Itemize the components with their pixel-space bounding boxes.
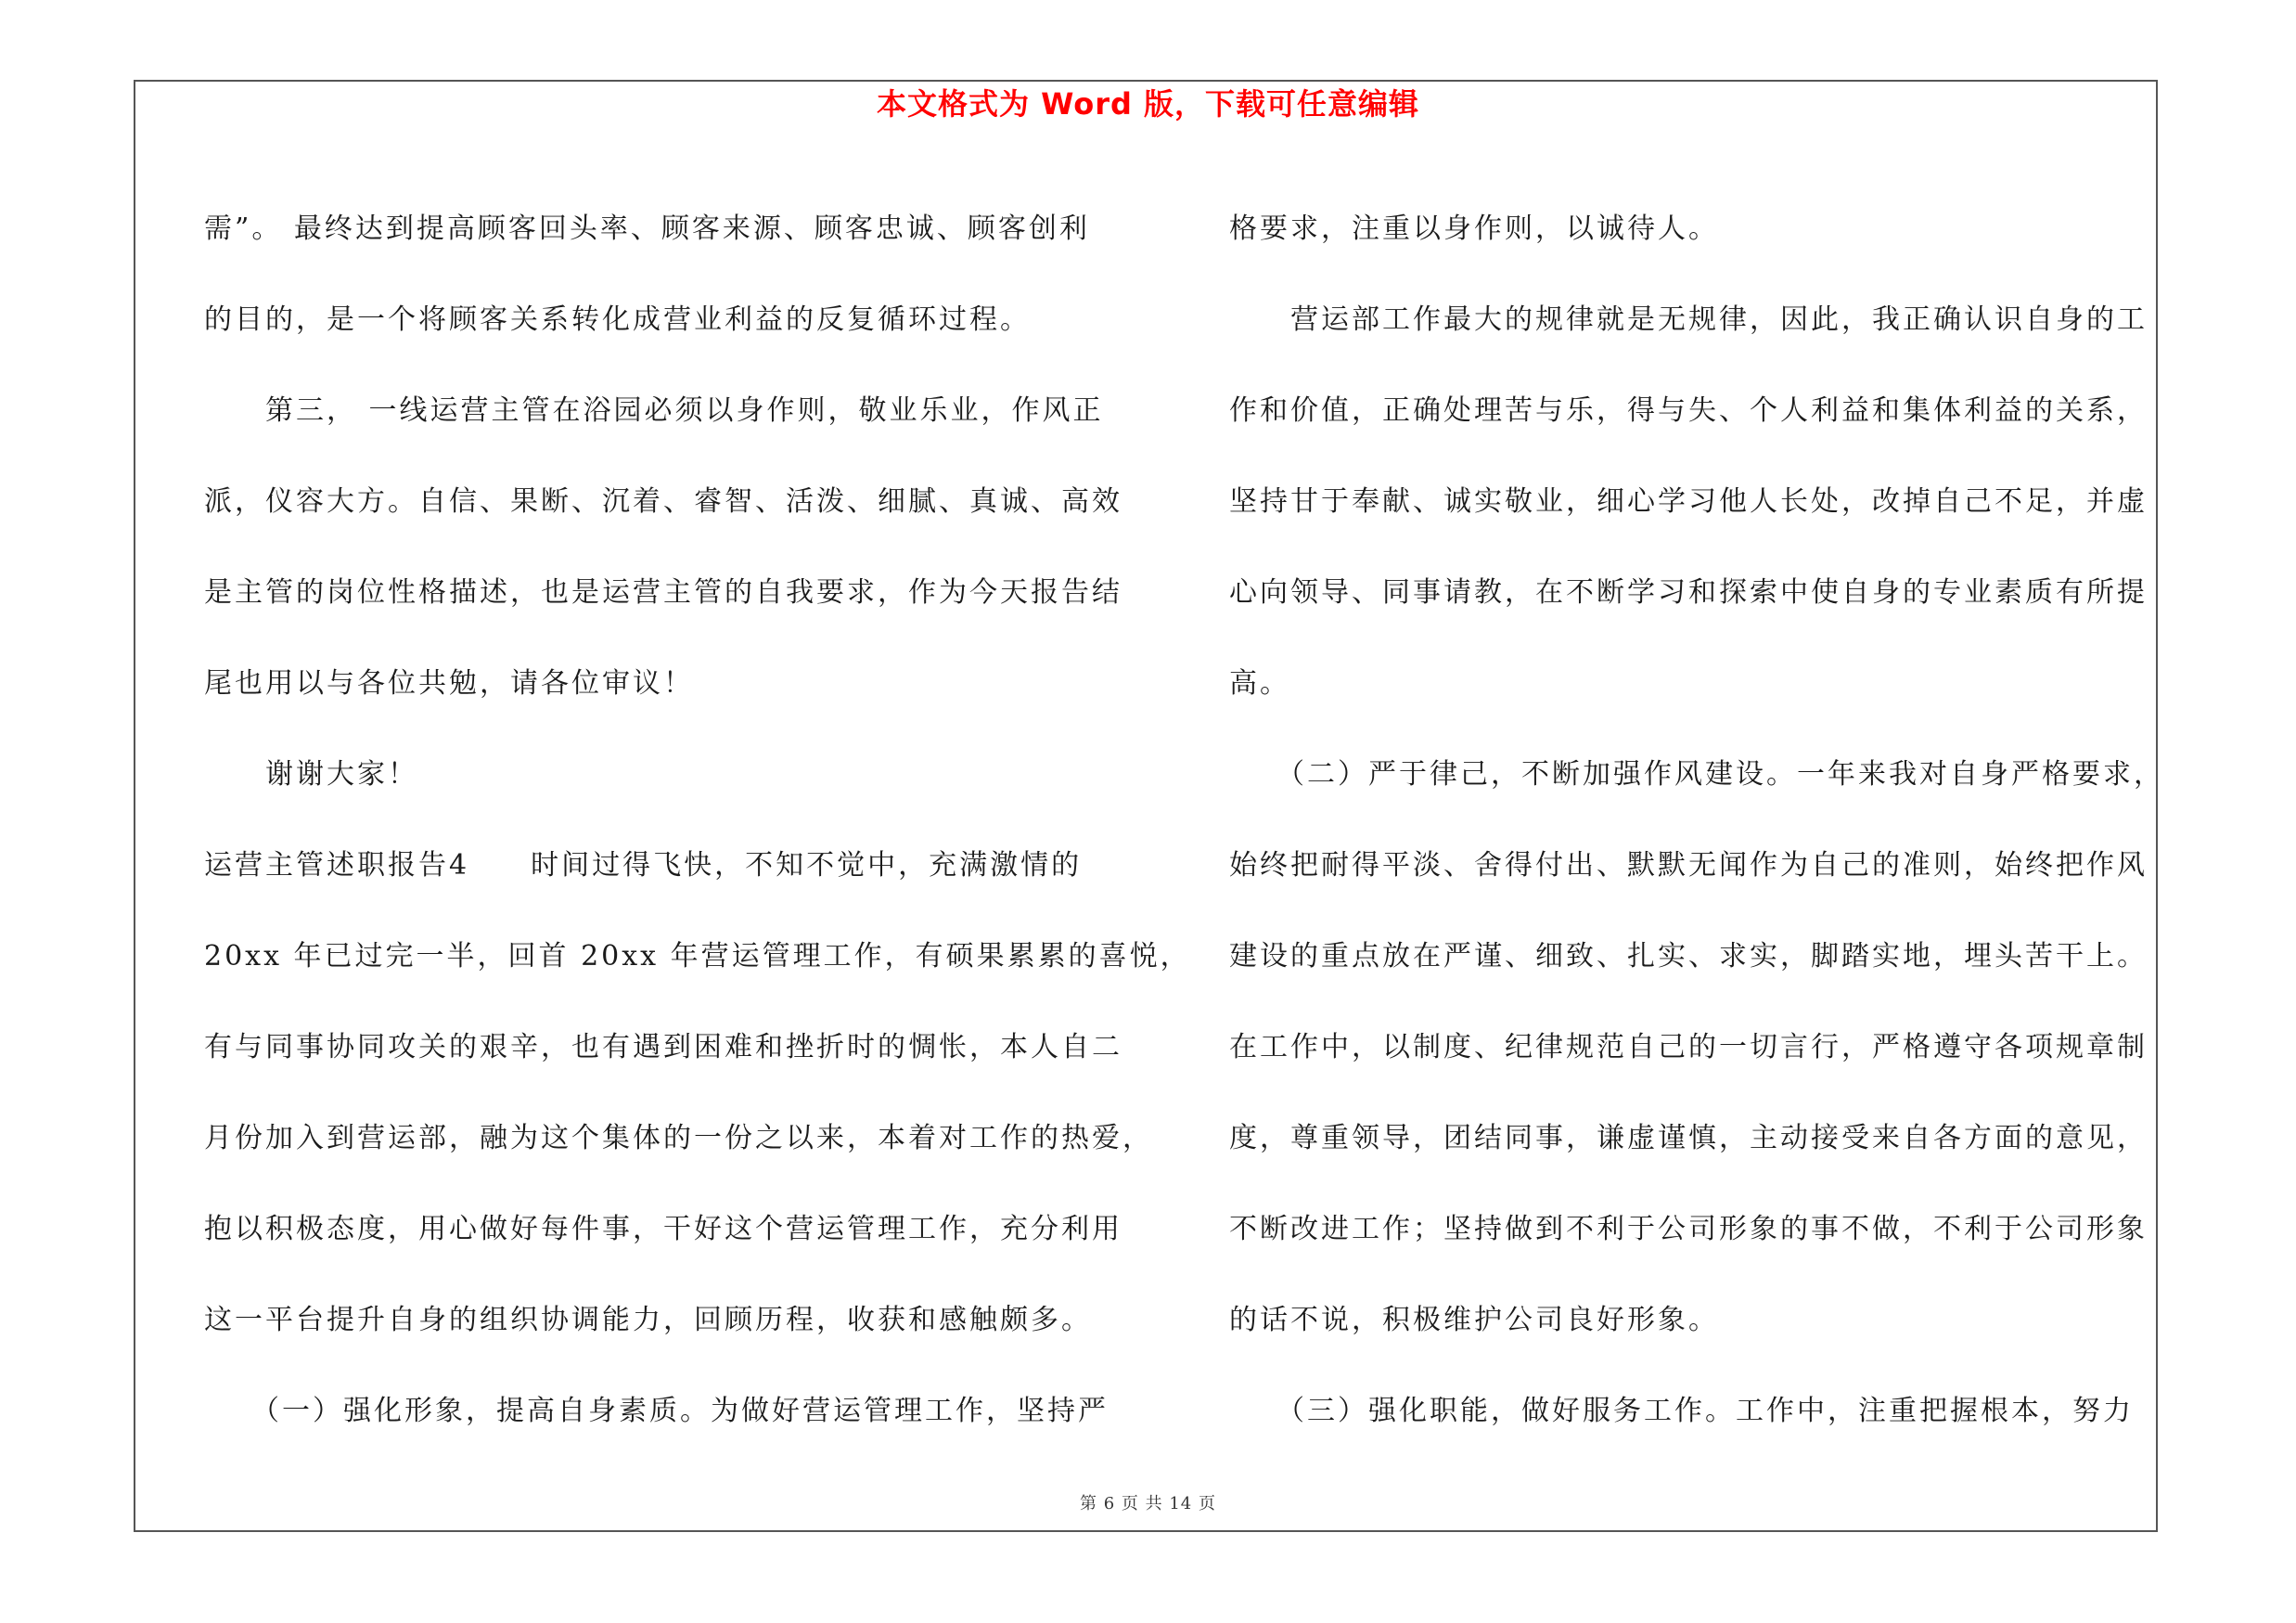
text-line: 月份加入到营运部，融为这个集体的一份之以来，本着对工作的热爱，	[204, 1122, 1153, 1154]
text-line: 营运部工作最大的规律就是无规律，因此，我正确认识自身的工	[1229, 303, 2148, 336]
text-line: 派，仪容大方。自信、果断、沉着、睿智、活泼、细腻、真诚、高效	[204, 485, 1122, 518]
text-line: 这一平台提升自身的组织协调能力，回顾历程，收获和感触颇多。	[204, 1304, 1092, 1336]
text-line: 是主管的岗位性格描述，也是运营主管的自我要求，作为今天报告结	[204, 576, 1122, 609]
text-line: 高。	[1229, 667, 1290, 700]
section-heading-line: 运营主管述职报告4 时间过得飞快，不知不觉中，充满激情的	[204, 849, 1083, 882]
text-line: 的话不说，积极维护公司良好形象。	[1229, 1304, 1719, 1336]
page-number-footer: 第 6 页 共 14 页	[1080, 1494, 1216, 1514]
text-line: （一）强化形象，提高自身素质。为做好营运管理工作，坚持严	[204, 1395, 1109, 1427]
text-line: 建设的重点放在严谨、细致、扎实、求实，脚踏实地，埋头苦干上。	[1229, 940, 2148, 973]
text-line: 作和价值，正确处理苦与乐，得与失、个人利益和集体利益的关系，	[1229, 394, 2148, 427]
text-line: 坚持甘于奉献、诚实敬业，细心学习他人长处，改掉自己不足，并虚	[1229, 485, 2148, 518]
text-line: 心向领导、同事请教，在不断学习和探索中使自身的专业素质有所提	[1229, 576, 2148, 609]
text-line: 在工作中，以制度、纪律规范自己的一切言行，严格遵守各项规章制	[1229, 1031, 2148, 1063]
text-line: 20xx 年已过完一半，回首 20xx 年营运管理工作，有硕果累累的喜悦，	[204, 940, 1191, 973]
left-text-column	[204, 184, 1191, 1457]
text-line: 的目的，是一个将顾客关系转化成营业利益的反复循环过程。	[204, 303, 1031, 336]
right-text-column	[1229, 184, 2164, 1457]
text-line: 度，尊重领导，团结同事，谦虚谨慎，主动接受来自各方面的意见，	[1229, 1122, 2148, 1154]
text-line: 尾也用以与各位共勉，请各位审议！	[204, 667, 694, 700]
text-line: 有与同事协同攻关的艰辛，也有遇到困难和挫折时的惆怅，本人自二	[204, 1031, 1122, 1063]
word-format-banner: 本文格式为 Word 版，下载可任意编辑	[876, 86, 1420, 122]
text-line: 格要求，注重以身作则，以诚待人。	[1229, 213, 1719, 245]
text-line: 始终把耐得平淡、舍得付出、默默无闻作为自己的准则，始终把作风	[1229, 849, 2148, 882]
text-line: 第三， 一线运营主管在浴园必须以身作则，敬业乐业，作风正	[204, 394, 1104, 427]
text-line: 抱以积极态度，用心做好每件事，干好这个营运管理工作，充分利用	[204, 1213, 1122, 1245]
text-line: （二）严于律己，不断加强作风建设。一年来我对自身严格要求，	[1229, 758, 2164, 791]
text-line: 不断改进工作；坚持做到不利于公司形象的事不做，不利于公司形象	[1229, 1213, 2148, 1245]
text-line: （三）强化职能，做好服务工作。工作中，注重把握根本，努力	[1229, 1395, 2134, 1427]
text-line: 需”。 最终达到提高顾客回头率、顾客来源、顾客忠诚、顾客创利	[204, 213, 1090, 245]
text-line: 谢谢大家！	[204, 758, 418, 791]
